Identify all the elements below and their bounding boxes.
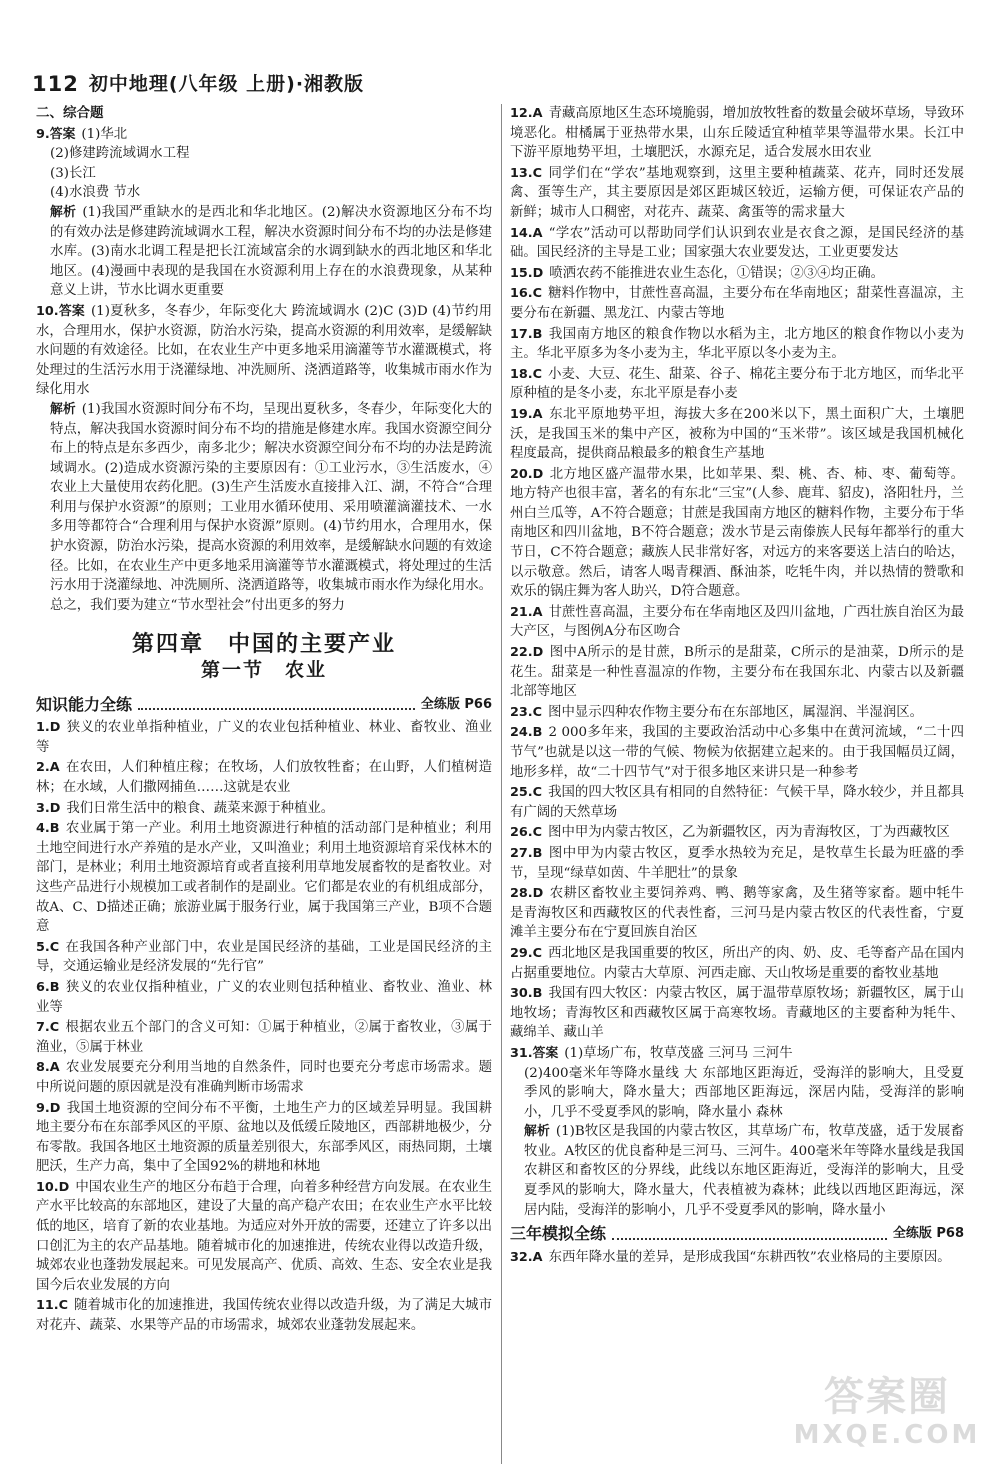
item-text: 图中显示四种农作物主要分布在东部地区，属湿润、半湿润区。 xyxy=(548,704,923,720)
answer-item xyxy=(510,1248,964,1268)
exercise-bar xyxy=(510,1224,964,1244)
item-text: 我国土地资源的空间分布不平衡，土地生产力的区域差异明显。我国耕地主要分布在东部季风区的平原、盆地以及低缓丘陵地区，西部耕地极少，分布零散。我国各地区土地资源的质量差别很大，东部季风区，雨热同期，土壤肥沃，生产力高，集中了全国92%的耕地和林地 xyxy=(36,1100,492,1175)
item-number: 21.A xyxy=(510,604,543,620)
question-10 xyxy=(36,302,492,616)
section-heading: 二、综合题 xyxy=(36,105,104,121)
item-number: 10.D xyxy=(36,1179,70,1195)
answer-line: (1)华北 xyxy=(81,126,128,142)
question-number: 10. xyxy=(36,303,59,319)
item-number: 32.A xyxy=(510,1249,543,1265)
item-number: 5.C xyxy=(36,939,60,955)
item-text: 同学们在“学农”基地观察到，这里主要种植蔬菜、花卉，同时还发展禽、蛋等生产，其主要原因是郊区距城区较近，运输方便，可保证农产品的新鲜；城市人口稠密，对花卉、蔬菜、禽蛋等的需求量大 xyxy=(510,165,964,220)
column-divider xyxy=(501,104,502,1464)
item-text: 在农田，人们种植庄稼；在牧场，人们放牧牲畜；在山野，人们植树造林；在水域，人们撒网捕鱼……这就是农业 xyxy=(36,760,492,795)
answer-item xyxy=(36,758,492,797)
item-text: 狭义的农业仅指种植业，广义的农业则包括种植业、畜牧业、渔业、林业等 xyxy=(36,979,492,1015)
page-header xyxy=(32,62,972,96)
analysis-text: (1)我国严重缺水的是西北和华北地区。(2)解决水资源地区分布不均的有效办法是修建跨流域调水工程，解决水资源时间分布不均的办法是修建水库。(3)南水北调工程是把长江流域富余的水调到缺水的西北地区和华北地区。(4)漫画中表现的是我国在水资源利用上存在的水浪费现象，从某种意义上讲，节水比调水更重要 xyxy=(50,204,493,299)
answer-item xyxy=(510,603,964,642)
answer-item xyxy=(510,944,964,983)
answer-item xyxy=(510,224,964,263)
exercise-bar xyxy=(36,695,492,715)
item-number: 28.D xyxy=(510,886,544,902)
item-text: 我国的四大牧区具有相同的自然特征：气候干旱，降水较少，并且都具有广阔的天然草场 xyxy=(510,785,964,820)
item-text: 图中A所示的是甘蔗，B所示的是甜菜，C所示的是油菜，D所示的是花生。甜菜是一种性喜温凉的作物，主要分布在我国东北、内蒙古以及新疆北部等地区 xyxy=(510,645,964,700)
page-number: 112 xyxy=(32,72,79,96)
item-text: 西北地区是我国重要的牧区，所出产的肉、奶、皮、毛等畜产品在国内占据重要地位。内蒙古大草原、河西走廊、天山牧场是重要的畜牧业基地 xyxy=(510,945,964,981)
answer-item xyxy=(36,718,492,757)
item-text: 2 000多年来，我国的主要政治活动中心多集中在黄河流域，“二十四节气”也就是以这一带的气候、物候为依据建立起来的。由于我国幅员辽阔，地形多样，故“二十四节气”对于很多地区来讲只是一种参考 xyxy=(510,725,964,780)
answer-item xyxy=(510,465,964,602)
item-number: 11.C xyxy=(36,1298,69,1314)
answer-tag: 答案 xyxy=(49,126,76,142)
dotted-leader xyxy=(612,1228,887,1240)
analysis-label: 解析 xyxy=(50,401,76,417)
analysis xyxy=(36,400,492,616)
answer-item xyxy=(36,1296,492,1335)
item-number: 4.B xyxy=(36,821,60,837)
analysis xyxy=(510,1122,964,1220)
exercise-bar-label: 知识能力全练 xyxy=(36,694,133,714)
answer-text: (1)夏秋多，冬春少，年际变化大 跨流域调水 (2)C (3)D (4)节约用水，合理用水，保护水资源，防治水污染，提高水资源的利用效率，是缓解缺水问题的有效途径。比如，在农业生产中更多地采用滴灌等节水灌溉模式，将处理过的生活污水用于浇灌绿地、冲洗厕所、浇洒道路等，收集城市雨水作为绿化用水 xyxy=(36,303,492,398)
item-text: 喷洒农药不能推进农业生态化，①错误；②③④均正确。 xyxy=(549,265,885,281)
answer-item xyxy=(510,723,964,782)
answer-line: (1)草场广布，牧草茂盛 三河马 三河牛 xyxy=(564,1045,793,1061)
answer-item xyxy=(36,819,492,937)
item-text: 狭义的农业单指种植业，广义的农业包括种植业、林业、畜牧业、渔业等 xyxy=(36,720,492,755)
watermark-url: MXQE.COM xyxy=(793,1420,981,1450)
answer-item xyxy=(510,164,964,223)
answer-line: (2)修建跨流域调水工程 xyxy=(50,146,190,162)
answer-item xyxy=(510,823,964,843)
answer-item xyxy=(510,365,964,404)
chapter-title: 第四章 中国的主要产业 xyxy=(131,632,396,658)
item-number: 1.D xyxy=(36,720,61,736)
answer-line: (3)长江 xyxy=(50,165,96,181)
answer-item xyxy=(510,104,964,163)
item-number: 29.C xyxy=(510,945,543,961)
answer-item xyxy=(510,783,964,822)
item-text: 青藏高原地区生态环境脆弱，增加放牧牲畜的数量会破坏草场，导致环境恶化。柑橘属于亚热带水果，山东丘陵适宜种植苹果等温带水果。长江中下游平原地势平坦，土壤肥沃，水源充足，适合发展水田农业 xyxy=(510,106,964,161)
item-text: 东西年降水量的差异，是形成我国“东耕西牧”农业格局的主要原因。 xyxy=(548,1249,951,1265)
exercise-bar-label: 三年模拟全练 xyxy=(510,1224,607,1244)
answer-item xyxy=(36,938,492,977)
item-number: 18.C xyxy=(510,366,543,382)
book-title: 初中地理(八年级 上册)·湘教版 xyxy=(88,73,365,95)
item-number: 24.B xyxy=(510,725,543,741)
item-text: 小麦、大豆、花生、甜菜、谷子、棉花主要分布于北方地区，而华北平原种植的是冬小麦，东北平原是春小麦 xyxy=(510,366,964,402)
item-text: 随着城市化的加速推进，我国传统农业得以改造升级，为了满足大城市对花卉、蔬菜、水果等产品的市场需求，城郊农业蓬勃发展起来。 xyxy=(36,1298,492,1334)
item-number: 2.A xyxy=(36,760,60,776)
answer-item xyxy=(36,799,492,819)
question-number: 31. xyxy=(510,1045,533,1061)
item-text: 图中甲为内蒙古牧区，乙为新疆牧区，丙为青海牧区，丁为西藏牧区 xyxy=(548,825,950,841)
question-number: 9. xyxy=(36,126,50,142)
item-number: 27.B xyxy=(510,845,543,861)
analysis-text: (1)B牧区是我国的内蒙古牧区，其草场广布，牧草茂盛，适于发展畜牧业。A牧区的优良畜种是三河马、三河牛。400毫米年等降水量线是我国农耕区和畜牧区的分界线，此线以东地区距海近，受海洋的影响大，且受夏季风的影响大，降水量大，代表植被为森林；此线以西地区距海远，深居内陆，受海洋的影响小，几乎不受夏季风的影响，降水量小 xyxy=(524,1124,964,1218)
analysis-label: 解析 xyxy=(524,1124,550,1140)
answer-item xyxy=(510,325,964,364)
item-number: 26.C xyxy=(510,825,543,841)
item-text: 在我国各种产业部门中，农业是国民经济的基础，工业是国民经济的主导，交通运输业是经济发展的“先行官” xyxy=(36,939,492,975)
item-text: 图中甲为内蒙古牧区，夏季水热较为充足，是牧草生长最为旺盛的季节，呈现“绿草如茵、牛羊肥壮”的景象 xyxy=(510,845,964,881)
answer-item xyxy=(510,405,964,464)
answer-item xyxy=(510,264,964,284)
answer-item xyxy=(36,1099,492,1177)
item-number: 9.D xyxy=(36,1100,61,1116)
item-text: 农业发展要充分利用当地的自然条件，同时也要充分考虑市场需求。题中所说问题的原因就是没有准确判断市场需求 xyxy=(36,1060,492,1095)
answer-item xyxy=(510,844,964,883)
answer-line: (2)400毫米年等降水量线 大 东部地区距海近，受海洋的影响大，且受夏季风的影响大，降水量大；西部地区距海远，深居内陆，受海洋的影响小，几乎不受夏季风的影响，降水量小 森林 xyxy=(524,1065,964,1120)
item-number: 30.B xyxy=(510,986,543,1002)
question-9 xyxy=(36,125,492,301)
answer-tag: 答案 xyxy=(58,303,85,319)
item-text: 甘蔗性喜高温，主要分布在华南地区及四川盆地，广西壮族自治区为最大产区，与图例A分布区吻合 xyxy=(510,604,964,640)
item-text: 农耕区畜牧业主要饲养鸡、鸭、鹅等家禽，及生猪等家畜。题中牦牛是青海牧区和西藏牧区的代表性畜，三河马是内蒙古牧区的代表性畜，宁夏滩羊主要分布在宁夏回族自治区 xyxy=(510,886,964,941)
question-31 xyxy=(510,1044,964,1220)
exercise-bar-ref: 全练版 P66 xyxy=(420,696,492,712)
item-number: 19.A xyxy=(510,406,543,422)
item-number: 15.D xyxy=(510,265,544,281)
exercise-bar-ref: 全练版 P68 xyxy=(892,1226,964,1242)
watermark-logo-text: 答案圈 xyxy=(824,1374,950,1420)
item-number: 3.D xyxy=(36,800,61,816)
dotted-leader xyxy=(138,698,415,710)
answer-item xyxy=(510,284,964,323)
answer-line: (4)水浪费 节水 xyxy=(50,185,141,201)
analysis-text: (1)我国水资源时间分布不均，呈现出夏秋多，冬春少，年际变化大的特点，解决我国水资源时间分布不均的措施是修建水库。我国水资源空间分布上的特点是东多西少，南多北少；解决水资源空间分布不均的办法是跨流域调水。(2)造成水资源污染的主要原因有：①工业污水，③生活废水，④农业上大量使用农药化肥。(3)生产生活废水直接排入江、湖，不符合“合理利用与保护水资源”的原则；工业用水循环使用、采用喷灌滴灌技术、一水多用等都符合“合理利用与保护水资源”原则。(4)节约用水，合理用水，保护水资源，防治水污染，提高水资源的利用效率，是缓解缺水问题的有效途径。比如，在农业生产中更多地采用滴灌等节水灌溉模式，将处理过的生活污水用于浇灌绿地、冲洗厕所、浇洒道路等，收集城市雨水作为绿化用水。总之，我们要为建立“节水型社会”付出更多的努力 xyxy=(50,401,492,613)
item-number: 16.C xyxy=(510,286,543,302)
item-text: 我国有四大牧区：内蒙古牧区，属于温带草原牧场；新疆牧区，属于山地牧场；青海牧区和西藏牧区属于高寒牧场。青藏地区的主要畜种为牦牛、藏绵羊、藏山羊 xyxy=(510,986,964,1041)
item-number: 7.C xyxy=(36,1020,60,1036)
item-text: 根据农业五个部门的含义可知：①属于种植业，②属于畜牧业，③属于渔业，⑤属于林业 xyxy=(36,1020,492,1055)
item-text: 北方地区盛产温带水果，比如苹果、梨、桃、杏、柿、枣、葡萄等。地方特产也很丰富，著名的有东北“三宝”(人参、鹿茸、貂皮)，洛阳牡丹，兰州白兰瓜等，A不符合题意；甘蔗是我国南方地区的糖料作物，主要分布于华南地区和四川盆地，B不符合题意；泼水节是云南傣族人民每年都举行的重大节日，C不符合题意；藏族人民非常好客，对远方的来客要送上洁白的哈达，以示敬意。然后，请客人喝青稞酒、酥油茶，吃牦牛肉，并以热情的赞歌和欢乐的锅庄舞为客人助兴，D符合题意。 xyxy=(510,466,964,600)
left-column xyxy=(36,104,492,1337)
answer-item xyxy=(510,703,964,723)
item-text: 东北平原地势平坦，海拔大多在200米以下，黑土面积广大，土壤肥沃，是我国玉米的集中产区，被称为中国的“玉米带”。该区域是我国机械化程度最高，提供商品粮最多的粮食生产基地 xyxy=(510,406,964,462)
answer-item xyxy=(510,643,964,702)
analysis xyxy=(36,203,492,301)
answer-item xyxy=(36,1058,492,1097)
item-text: 我们日常生活中的粮食、蔬菜来源于种植业。 xyxy=(66,800,335,816)
item-number: 22.D xyxy=(510,645,544,661)
item-number: 12.A xyxy=(510,106,543,121)
analysis-label: 解析 xyxy=(50,204,77,220)
answer-tag: 答案 xyxy=(532,1045,559,1061)
section-title: 第一节 农业 xyxy=(200,659,327,682)
item-number: 17.B xyxy=(510,326,543,342)
answer-item xyxy=(36,1018,492,1057)
answer-item xyxy=(510,984,964,1043)
item-text: “学农”活动可以帮助同学们认识到农业是衣食之源，是国民经济的基础。国民经济的主导是工业；国家强大农业要发达，工业更要发达 xyxy=(510,225,964,261)
answer-item xyxy=(510,884,964,943)
item-number: 13.C xyxy=(510,165,543,181)
item-number: 6.B xyxy=(36,979,60,995)
answer-item xyxy=(36,1178,492,1296)
answer-item xyxy=(36,978,492,1017)
item-text: 糖料作物中，甘蔗性喜高温，主要分布在华南地区；甜菜性喜温凉，主要分布在新疆、黑龙江、内蒙古等地 xyxy=(510,286,964,321)
item-number: 23.C xyxy=(510,704,543,720)
watermark-logo xyxy=(792,1374,982,1458)
item-text: 农业属于第一产业。利用土地资源进行种植的活动部门是种植业；利用土地空间进行水产养殖的是水产业，又叫渔业；利用土地资源培育采伐林木的部门，是林业；利用土地资源培育或者直接利用草地发展畜牧的是畜牧业。对这些产品进行小规模加工或者制作的是副业。它们都是农业的有机组成部分，故A、C、D描述正确；旅游业属于服务行业，属于我国第三产业，B项不合题意 xyxy=(36,821,492,935)
right-column xyxy=(510,104,964,1268)
item-text: 中国农业生产的地区分布趋于合理，向着多种经营方向发展。在农业生产水平比较高的东部地区，建设了大量的高产稳产农田；在农业生产水平比较低的地区，培育了新的农业基地。为适应对外开放的需要，还建立了许多以出口创汇为主的农产品基地。随着城市化的加速推进，传统农业得以改造升级，城郊农业也蓬勃发展起来。可见发展高产、优质、高效、生态、安全农业是我国今后农业发展的方向 xyxy=(36,1179,492,1293)
item-number: 14.A xyxy=(510,225,543,241)
item-number: 25.C xyxy=(510,785,543,801)
item-number: 20.D xyxy=(510,466,544,482)
item-number: 8.A xyxy=(36,1060,60,1076)
item-text: 我国南方地区的粮食作物以水稻为主，北方地区的粮食作物以小麦为主。华北平原多为冬小麦为主，华北平原以冬小麦为主。 xyxy=(510,326,964,362)
